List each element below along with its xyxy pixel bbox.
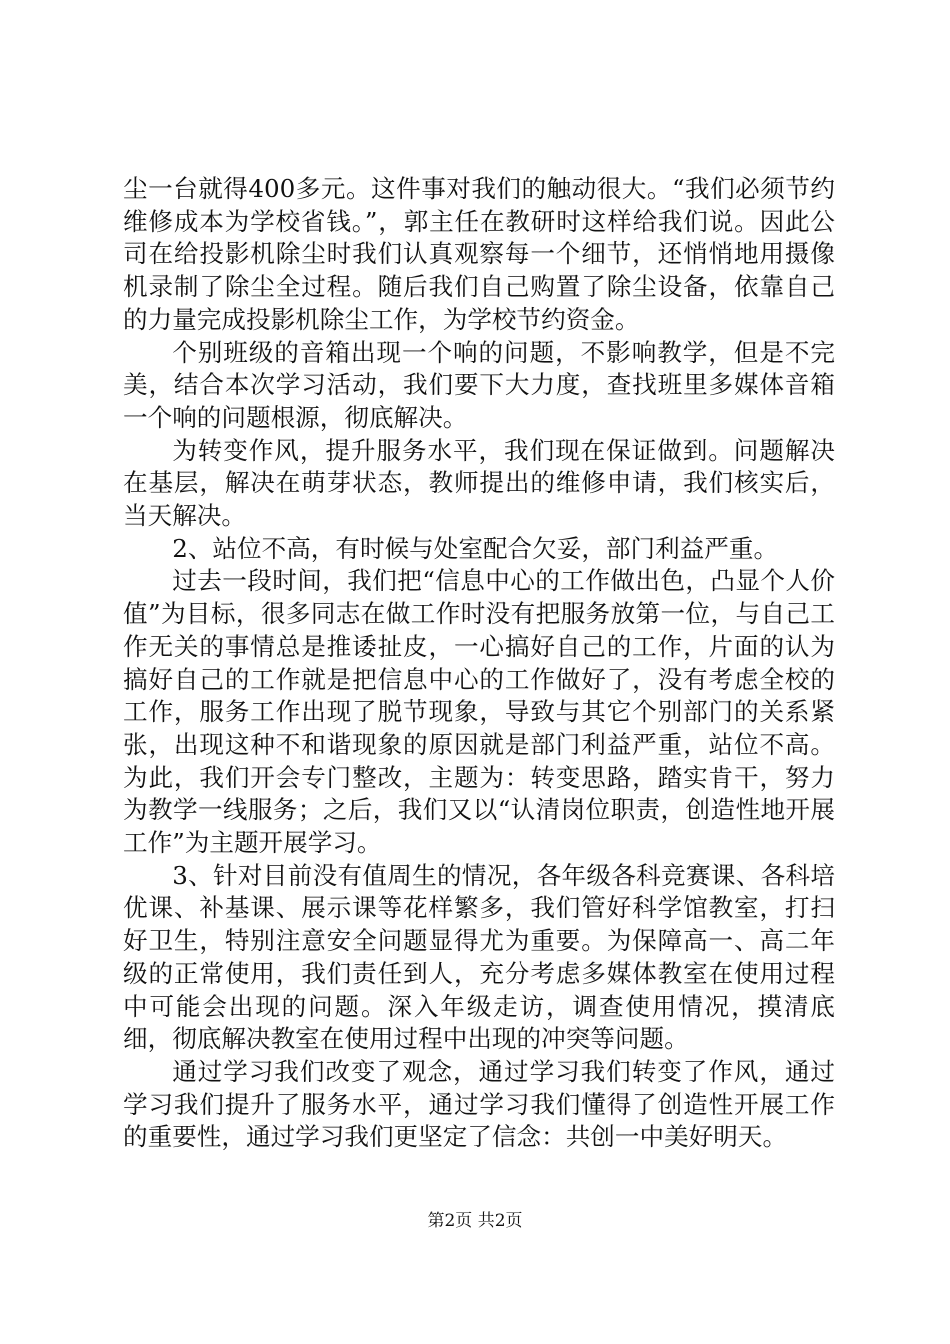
paragraph-7: 通过学习我们改变了观念，通过学习我们转变了作风，通过学习我们提升了服务水平，通过学习我们懂得了创造性开展工作的重要性，通过学习我们更坚定了信念：共创一中美好明天。: [123, 1056, 835, 1152]
paragraph-1: 尘一台就得400多元。这件事对我们的触动很大。“我们必须节约维修成本为学校省钱。”，郭主任在教研时这样给我们说。因此公司在给投影机除尘时我们认真观察每一个细节，还悄悄地用摄像机录制了除尘全过程。随后我们自己购置了除尘设备，依靠自己的力量完成投影机除尘工作，为学校节约资金。: [123, 174, 835, 334]
paragraph-2: 个别班级的音箱出现一个响的问题，不影响教学，但是不完美，结合本次学习活动，我们要下大力度，查找班里多媒体音箱一个响的问题根源，彻底解决。: [123, 337, 835, 432]
paragraph-6: 3、针对目前没有值周生的情况，各年级各科竞赛课、各科培优课、补基课、展示课等花样繁多，我们管好科学馆教室，打扫好卫生，特别注意安全问题显得尤为重要。为保障高一、高二年级的正常使用，我们责任到人，充分考虑多媒体教室在使用过程中可能会出现的问题。深入年级走访，调查使用情况，摸清底细，彻底解决教室在使用过程中出现的冲突等问题。: [123, 860, 835, 1054]
paragraph-3: 为转变作风，提升服务水平，我们现在保证做到。问题解决在基层，解决在萌芽状态，教师提出的维修申请，我们核实后，当天解决。: [123, 435, 835, 531]
paragraph-5: 过去一段时间，我们把“信息中心的工作做出色，凸显个人价值”为目标，很多同志在做工作时没有把服务放第一位，与自己工作无关的事情总是推诿扯皮，一心搞好自己的工作，片面的认为搞好自己的工作就是把信息中心的工作做好了，没有考虑全校的工作，服务工作出现了脱节现象，导致与其它个别部门的关系紧张，出现这种不和谐现象的原因就是部门利益严重，站位不高。为此，我们开会专门整改，主题为：转变思路，踏实肯干，努力为教学一线服务；之后，我们又以“认清岗位职责，创造性地开展工作”为主题开展学习。: [123, 566, 835, 858]
document-body: [123, 173, 835, 1154]
page-footer: 第2页 共2页: [427, 1211, 523, 1231]
paragraph-4-heading: 2、站位不高，有时候与处室配合欠妥，部门利益严重。: [172, 533, 779, 563]
